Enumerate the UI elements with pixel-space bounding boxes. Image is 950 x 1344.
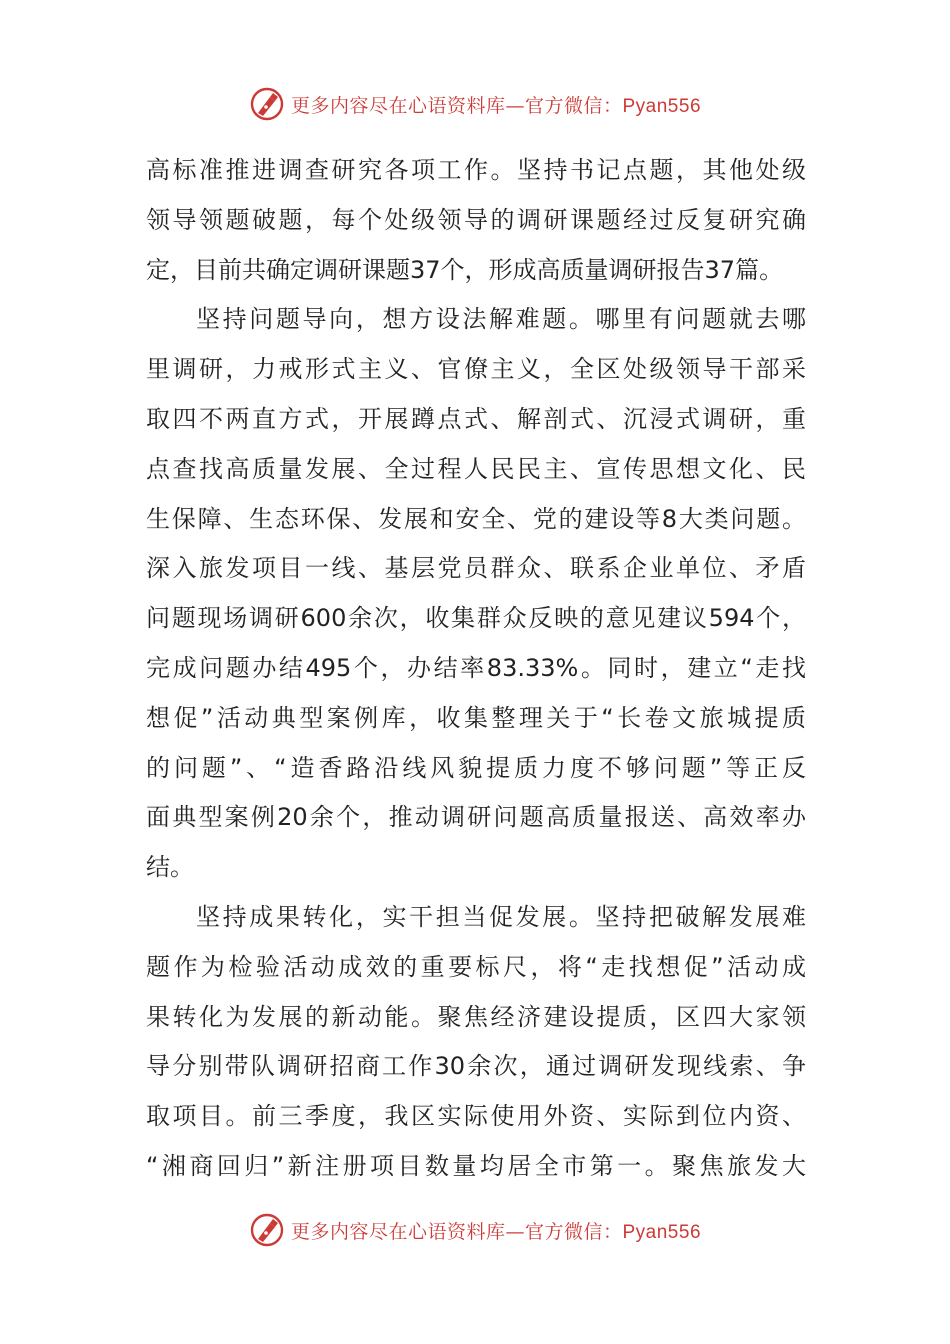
body-line: 坚持成果转化，实干担当促发展。坚持把破解发展难 [196, 902, 806, 931]
body-line: 取四不两直方式，开展蹲点式、解剖式、沉浸式调研，重 [146, 404, 806, 433]
body-line: 导分别带队调研招商工作30余次，通过调研发现线索、争 [146, 1052, 806, 1081]
watermark-banner-top [0, 84, 950, 124]
document-body [146, 146, 806, 1192]
body-line: 的问题”、“造香路沿线风貌提质力度不够问题”等正反 [146, 753, 806, 782]
watermark-banner-bottom [0, 1210, 950, 1250]
body-line: 完成问题办结495个，办结率83.33%。同时，建立“走找 [146, 653, 806, 682]
body-line: 点查找高质量发展、全过程人民民主、宣传思想文化、民 [146, 454, 806, 483]
body-line: “湘商回归”新注册项目数量均居全市第一。聚焦旅发大 [146, 1151, 806, 1180]
body-line: 坚持问题导向，想方设法解难题。哪里有问题就去哪 [196, 305, 806, 334]
body-line: 领导领题破题，每个处级领导的调研课题经过反复研究确 [146, 205, 806, 234]
watermark-text: 更多内容尽在心语资料库—官方微信：Pyan556 [290, 94, 702, 117]
body-line: 果转化为发展的新动能。聚焦经济建设提质，区四大家领 [146, 1002, 806, 1031]
body-line: 面典型案例20余个，推动调研问题高质量报送、高效率办 [146, 803, 806, 832]
body-line: 里调研，力戒形式主义、官僚主义，全区处级领导干部采 [146, 355, 806, 384]
pen-nib-circle-icon [249, 86, 285, 122]
body-line: 深入旅发项目一线、基层党员群众、联系企业单位、矛盾 [146, 554, 806, 583]
body-line: 问题现场调研600余次，收集群众反映的意见建议594个， [146, 604, 806, 633]
body-line: 题作为检验活动成效的重要标尺，将“走找想促”活动成 [146, 952, 806, 981]
body-line: 取项目。前三季度，我区实际使用外资、实际到位内资、 [146, 1102, 806, 1131]
body-line: 生保障、生态环保、发展和安全、党的建设等8大类问题。 [146, 504, 806, 533]
pen-nib-circle-icon [249, 1212, 285, 1248]
body-line: 想促”活动典型案例库，收集整理关于“长卷文旅城提质 [146, 703, 806, 732]
body-line: 结。 [146, 853, 194, 882]
body-line: 定，目前共确定调研课题37个，形成高质量调研报告37篇。 [146, 255, 784, 284]
body-line: 高标准推进调查研究各项工作。坚持书记点题，其他处级 [146, 156, 806, 184]
watermark-text: 更多内容尽在心语资料库—官方微信：Pyan556 [290, 1220, 702, 1243]
